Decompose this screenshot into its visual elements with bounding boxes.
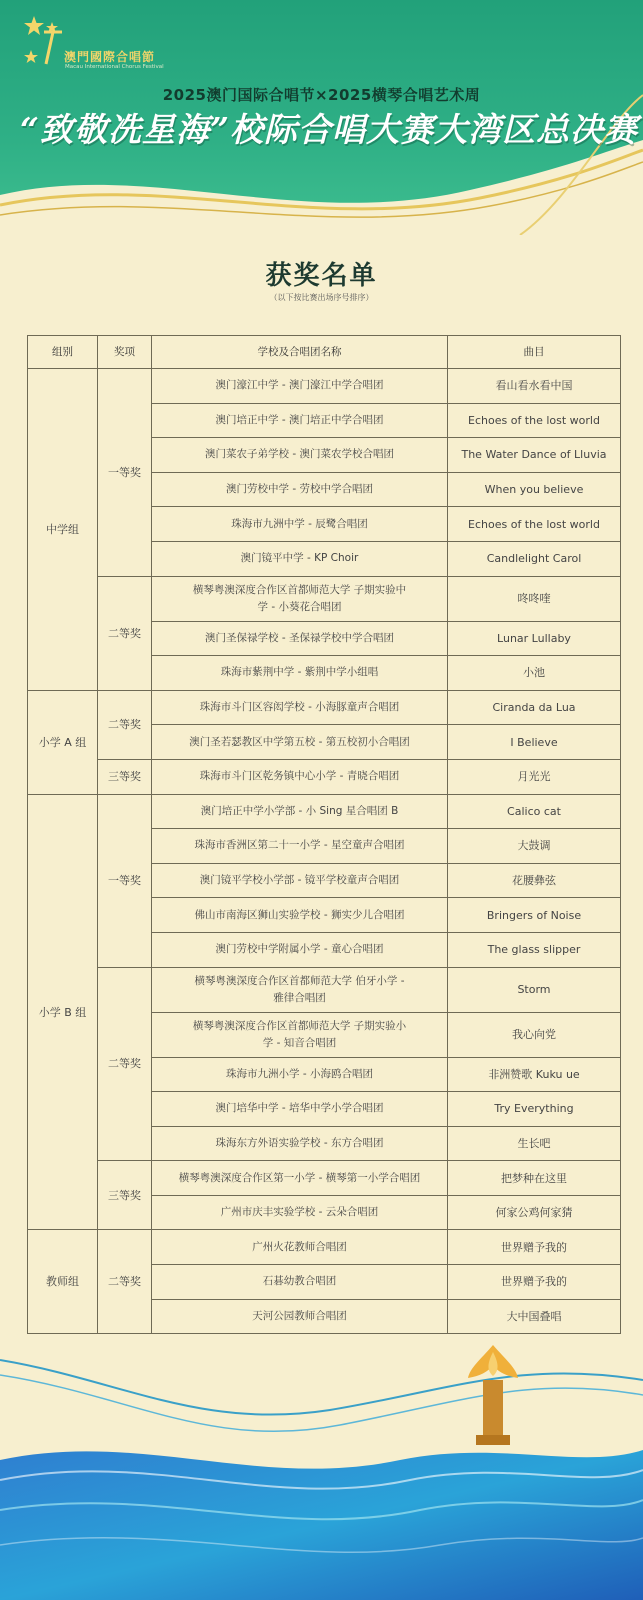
song-cell: The Water Dance of Lluvia <box>448 438 621 473</box>
award-level-cell: 二等奖 <box>98 1230 152 1334</box>
school-cell: 珠海市香洲区第二十一小学 - 星空童声合唱团 <box>152 829 448 864</box>
school-cell: 横琴粤澳深度合作区首都师范大学 伯牙小学 - 雅律合唱团 <box>152 967 448 1012</box>
song-cell: Try Everything <box>448 1092 621 1127</box>
column-header-song: 曲目 <box>448 336 621 369</box>
logo-english-name: Macau International Chorus Festival <box>65 64 164 70</box>
table-row <box>28 690 621 725</box>
song-cell: Ciranda da Lua <box>448 690 621 725</box>
school-cell: 珠海市九洲小学 - 小海鸥合唱团 <box>152 1057 448 1092</box>
group-name-cell: 中学组 <box>28 369 98 691</box>
song-cell: 何家公鸡何家猜 <box>448 1195 621 1230</box>
song-cell: 世界赠予我的 <box>448 1265 621 1300</box>
song-cell: 把梦种在这里 <box>448 1161 621 1196</box>
group-name-cell: 教师组 <box>28 1230 98 1334</box>
song-cell: 非洲赞歌 Kuku ue <box>448 1057 621 1092</box>
table-row <box>28 369 621 404</box>
table-row <box>28 1161 621 1196</box>
school-cell: 横琴粤澳深度合作区首都师范大学 子期实验中学 - 小葵花合唱团 <box>152 576 448 621</box>
school-cell: 澳门培正中学小学部 - 小 Sing 星合唱团 B <box>152 794 448 829</box>
school-cell: 珠海市紫荆中学 - 紫荆中学小组唱 <box>152 656 448 691</box>
award-level-cell: 二等奖 <box>98 967 152 1161</box>
song-cell: 小池 <box>448 656 621 691</box>
school-cell: 广州火花教师合唱团 <box>152 1230 448 1265</box>
school-cell: 澳门镜平中学 - KP Choir <box>152 541 448 576</box>
school-cell: 珠海市斗门区容闳学校 - 小海豚童声合唱团 <box>152 690 448 725</box>
event-title: “致敬冼星海”校际合唱大赛大湾区总决赛 <box>20 110 638 149</box>
table-header-row <box>28 336 621 369</box>
award-level-cell: 一等奖 <box>98 794 152 967</box>
column-header-group: 组别 <box>28 336 98 369</box>
song-cell: 生长吧 <box>448 1126 621 1161</box>
song-cell: 大鼓调 <box>448 829 621 864</box>
table-row <box>28 576 621 621</box>
song-cell: Storm <box>448 967 621 1012</box>
school-cell: 澳门劳校中学 - 劳校中学合唱团 <box>152 472 448 507</box>
award-level-cell: 二等奖 <box>98 576 152 690</box>
song-cell: Echoes of the lost world <box>448 507 621 542</box>
awards-table-body <box>28 369 621 1334</box>
footer-wave-decoration <box>0 1340 643 1600</box>
logo-star-icon <box>22 14 66 72</box>
group-name-cell: 小学 B 组 <box>28 794 98 1230</box>
school-cell: 横琴粤澳深度合作区首都师范大学 子期实验小学 - 知音合唱团 <box>152 1012 448 1057</box>
school-cell: 澳门菜农子弟学校 - 澳门菜农学校合唱团 <box>152 438 448 473</box>
school-cell: 澳门镜平学校小学部 - 镜平学校童声合唱团 <box>152 863 448 898</box>
song-cell: Bringers of Noise <box>448 898 621 933</box>
song-cell: Lunar Lullaby <box>448 621 621 656</box>
awards-table <box>27 335 621 1334</box>
song-cell: 花腰彝弦 <box>448 863 621 898</box>
column-header-school: 学校及合唱团名称 <box>152 336 448 369</box>
song-cell: Calico cat <box>448 794 621 829</box>
school-cell: 天河公园教师合唱团 <box>152 1299 448 1334</box>
school-cell: 澳门圣若瑟教区中学第五校 - 第五校初小合唱团 <box>152 725 448 760</box>
award-level-cell: 三等奖 <box>98 1161 152 1230</box>
header-banner <box>0 0 643 235</box>
song-cell: The glass slipper <box>448 932 621 967</box>
school-cell: 珠海市九洲中学 - 辰鹭合唱团 <box>152 507 448 542</box>
group-name-cell: 小学 A 组 <box>28 690 98 794</box>
song-cell: Candlelight Carol <box>448 541 621 576</box>
table-row <box>28 1230 621 1265</box>
song-cell: 我心向党 <box>448 1012 621 1057</box>
song-cell: 月光光 <box>448 759 621 794</box>
school-cell: 石碁幼教合唱团 <box>152 1265 448 1300</box>
event-subtitle: 2025澳门国际合唱节×2025横琴合唱艺术周 <box>162 86 481 104</box>
song-cell: 大中国叠唱 <box>448 1299 621 1334</box>
song-cell: 看山看水看中国 <box>448 369 621 404</box>
school-cell: 澳门圣保禄学校 - 圣保禄学校中学合唱团 <box>152 621 448 656</box>
school-cell: 横琴粤澳深度合作区第一小学 - 横琴第一小学合唱团 <box>152 1161 448 1196</box>
school-cell: 澳门劳校中学附属小学 - 童心合唱团 <box>152 932 448 967</box>
table-row <box>28 967 621 1012</box>
school-cell: 澳门濠江中学 - 澳门濠江中学合唱团 <box>152 369 448 404</box>
school-cell: 澳门培华中学 - 培华中学小学合唱团 <box>152 1092 448 1127</box>
table-row <box>28 759 621 794</box>
school-cell: 珠海市斗门区乾务镇中心小学 - 青晓合唱团 <box>152 759 448 794</box>
song-cell: Echoes of the lost world <box>448 403 621 438</box>
school-cell: 佛山市南海区狮山实验学校 - 狮实少儿合唱团 <box>152 898 448 933</box>
award-level-cell: 三等奖 <box>98 759 152 794</box>
song-cell: I Believe <box>448 725 621 760</box>
column-header-award: 奖项 <box>98 336 152 369</box>
song-cell: When you believe <box>448 472 621 507</box>
logo-chinese-name: 澳門國際合唱節 <box>64 50 156 64</box>
song-cell: 世界赠予我的 <box>448 1230 621 1265</box>
festival-logo <box>22 14 182 74</box>
school-cell: 广州市庆丰实验学校 - 云朵合唱团 <box>152 1195 448 1230</box>
table-row <box>28 794 621 829</box>
section-note: （以下按比赛出场序号排序） <box>269 293 374 302</box>
school-cell: 珠海东方外语实验学校 - 东方合唱团 <box>152 1126 448 1161</box>
section-title: 获奖名单 <box>265 261 378 291</box>
lotus-trophy-icon <box>468 1345 518 1445</box>
school-cell: 澳门培正中学 - 澳门培正中学合唱团 <box>152 403 448 438</box>
song-cell: 咚咚喹 <box>448 576 621 621</box>
award-level-cell: 一等奖 <box>98 369 152 577</box>
award-level-cell: 二等奖 <box>98 690 152 759</box>
